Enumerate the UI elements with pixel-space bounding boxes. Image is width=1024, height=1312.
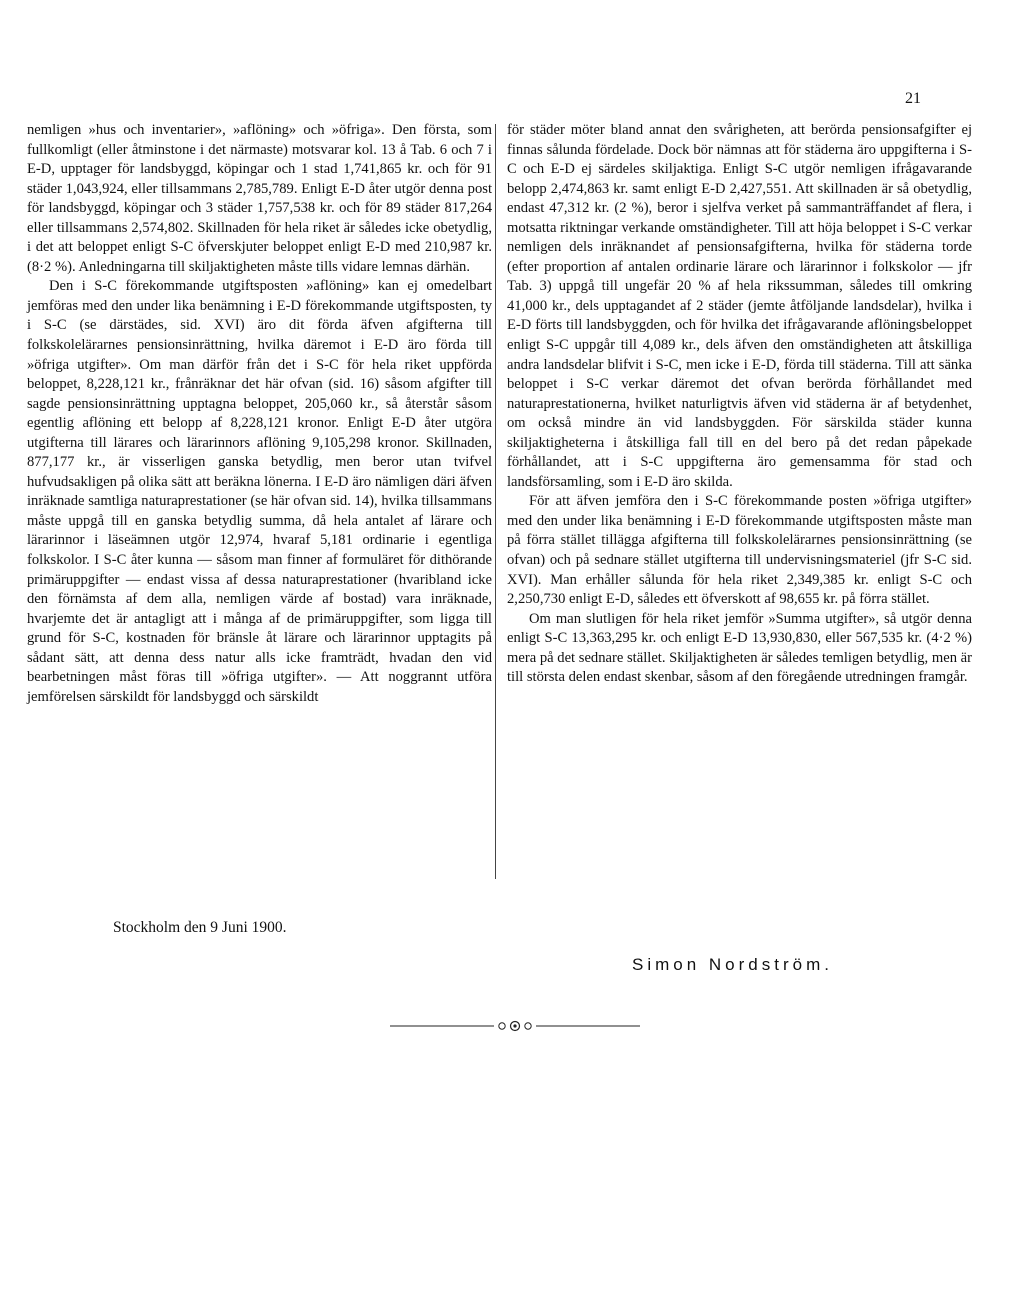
end-ornament-icon <box>390 1019 640 1033</box>
dateline: Stockholm den 9 Juni 1900. <box>113 919 287 936</box>
right-column <box>507 121 972 688</box>
left-column <box>27 121 492 707</box>
paragraph: nemligen »hus och inventarier», »aflöning» och »öfriga». Den första, som fullkomligt (eller åtminstone i det närmaste) motsvarar kol. 13 å Tab. 6 och 7 i E-D, upptager för landsbyggd, köpingar och 1 stad 1,741,865 kr. och för 91 städer 1,043,924, eller tillsammans 2,785,789. Enligt E-D åter utgör denna post för landsbyggd, köpingar och 3 städer 1,757,538 kr. och för 89 städer 817,264 eller tillsammans 2,574,802. Skillnaden för hela riket är således icke obetydlig, i det att beloppet enligt S-C öfverskjuter beloppet enligt E-D med 210,987 kr. (8·2 %). Anledningarna till skiljaktigheten måste tills vidare lemnas därhän. <box>27 122 492 275</box>
page-number: 21 <box>905 90 921 107</box>
paragraph: för städer möter bland annat den svårigheten, att berörda pensionsafgifter ej finnas sålunda fördelade. Dock bör nämnas att för städerna äro uppgifterna i S-C och E-D ej särdeles skiljaktiga. Enligt S-C utgör nemligen ifrågavarande belopp 2,474,863 kr. samt enligt E-D 2,427,551. Att skillnaden är så obetydlig, endast 47,312 kr. (2 %), beror i sjelfva verket på sammanträffandet af flera, i motsatta riktningar verkande omständigheter. Till att höja beloppet i S-C verkar nemligen dels inräknandet af pensionsafgifterna, hvilka för städerna torde (efter proportion af antalen ordinarie lärare och lärarinnor i folkskolor — jfr Tab. 3) uppgå till ungefär 20 % af hela rikssumman, således till omkring 41,000 kr., dels upptagandet af 2 städer (jemte åtföljande landsdelar), hvilka i E-D förts till landsbyggden, och för hvilka det ifrågavarande aflöningsbeloppet enligt S-C uppgår till 4,089 kr., dels äfven den omständigheten att åtskilliga andra landsdelar blifvit i S-C, men icke i E-D, förda till städerna. Till att sänka beloppet i S-C verkar däremot det ofvan berörda förhållandet med naturaprestationerna, hvilket naturligtvis äfven vid städerna är af betydenhet, om också mindre än vid landsbyggden. För särskilda städer kunna skiljaktigheterna i åtskilliga fall till en del bero på det redan påpekade förhållandet, att i S-C uppgifterna äro gemensamma för stad och landsförsamling, som i E-D äro skilda. <box>507 122 972 490</box>
paragraph: Om man slutligen för hela riket jemför »Summa utgifter», så utgör denna enligt S-C 13,363,295 kr. och enligt E-D 13,930,830, eller 567,535 kr. (4·2 %) mera på det sednare stället. Skiljaktigheten är således temligen betydlig, men är till största delen endast skenbar, såsom af den föregående utredningen framgår. <box>507 610 972 686</box>
signature: Simon Nordström. <box>632 955 833 974</box>
paragraph: För att äfven jemföra den i S-C förekommande posten »öfriga utgifter» med den under lika benämning i E-D förekommande utgiftsposten måste man på förra stället tillägga afgifterna till folkskolelärarnes pensionsinrättning (se ofvan) och på sednare stället utgifterna till undervisningsmateriel (jfr S-C sid. XVI). Man erhåller sålunda för hela riket 2,349,385 kr. enligt S-C och 2,250,730 enligt E-D, således ett öfverskott af 98,655 kr. på förra stället. <box>507 493 972 608</box>
paragraph: Den i S-C förekommande utgiftsposten »aflöning» kan ej omedelbart jemföras med den under lika benämning i E-D förekommande utgiftsposten, ty i S-C (se därstädes, sid. XVI) äro dit förda äfven afgifterna till folkskolelärarnes pensionsinrättning, hvilka däremot i E-D äro förda till »öfriga utgifter». Om man därför från det i S-C för hela riket uppförda beloppet, 8,228,121 kr., frånräknar det här ofvan (sid. 16) såsom afgifter till sagde pensionsinrättning upptagna beloppet, 205,060 kr., så återstår såsom egentlig aflöning ett belopp af 8,228,121 kronor. Enligt E-D åter utgöra utgifterna till lärares och lärarinnors aflöning 9,105,298 kronor. Skillnaden, 877,177 kr., är visserligen ganska betydlig, men beror utan tvifvel hufvudsakligen på olika sätt att beräkna lönerna. I E-D äro nämligen däri äfven inräknade samtliga naturaprestationer (se här ofvan sid. 14), hvilka tillsammans måste uppgå till en ganska betydlig summa, då hela antalet af lärare och lärarinnor i läseämnen utgör 12,974, hvaraf 5,181 ordinarie i egentliga folkskolor. I S-C åter kunna — såsom man finner af formuläret för dithörande primäruppgifter — endast vissa af dessa naturaprestationer (hvaribland icke den förnämsta af dem alla, nemligen värde af bostad) vara inräknade, hvarjemte det är antagligt att i många af de primäruppgifter, som ligga till grund för S-C, kostnaden för bränsle åt lärare och lärarinnor upptagits på sådant sätt, att denna dess natur alls icke framträdt, hvadan den vid bearbetningen måst föras till »öfriga utgifter». — Att noggrannt utföra jemförelsen särskildt för landsbyggd och särskildt <box>27 278 492 705</box>
column-divider <box>495 124 496 879</box>
